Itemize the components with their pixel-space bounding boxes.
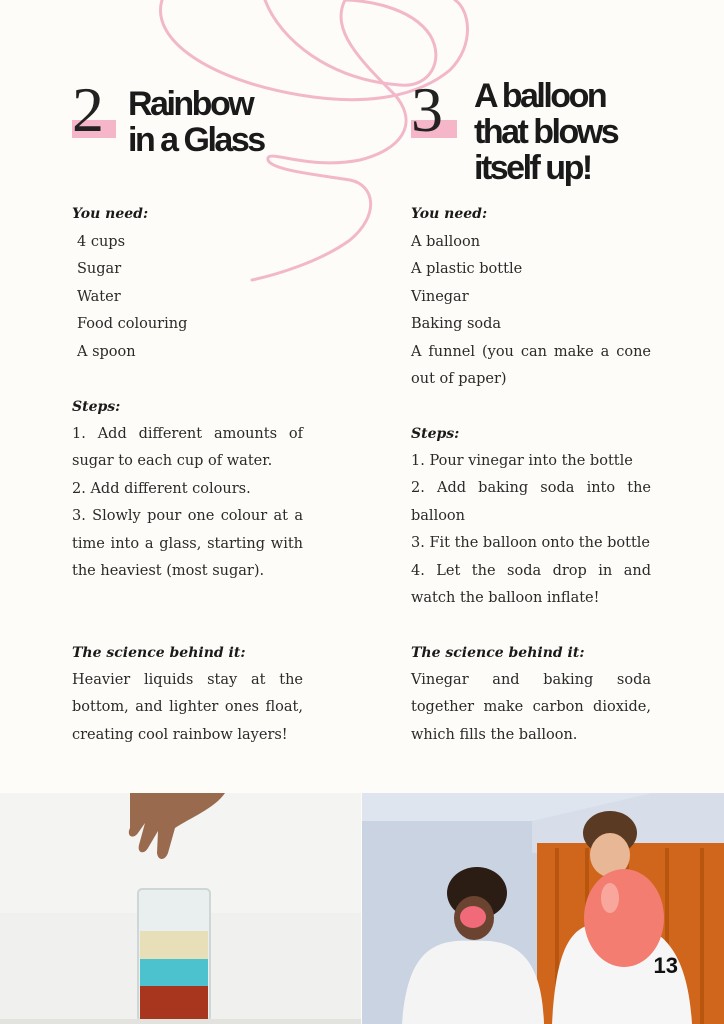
list-item: Food colouring (77, 316, 188, 333)
steps-list (411, 448, 651, 612)
step-item: 2. Add different colours. (72, 480, 251, 497)
step-item: 3. Slowly pour one colour at a time into a glass, starting with the heaviest (most sugar). (72, 508, 303, 580)
list-item: Vinegar (411, 288, 469, 305)
section-number: 3 (411, 74, 442, 145)
title-line: that blows (474, 113, 618, 151)
list-item: 4 cups (77, 234, 126, 250)
balloon-illustration (362, 793, 724, 1024)
balloon-kids-photo (362, 793, 724, 1024)
steps-label: Steps: (411, 426, 460, 442)
step-item: 4. Let the soda drop in and watch the balloon inflate! (411, 562, 651, 607)
science-label: The science behind it: (411, 645, 585, 661)
step-item: 1. Add different amounts of sugar to each cup of water. (72, 426, 303, 470)
section-number: 2 (72, 74, 103, 145)
you-need-label: You need: (411, 206, 488, 222)
title-line: itself up! (474, 149, 591, 187)
list-item: Water (77, 288, 121, 305)
science-text: Vinegar and baking soda together make carbon dioxide, which fills the balloon. (411, 672, 651, 743)
list-item: A balloon (411, 234, 481, 250)
title-line: Rainbow (128, 85, 253, 123)
title-line: in a Glass (128, 121, 264, 159)
science-text: Heavier liquids stay at the bottom, and lighter ones float, creating cool rainbow layers! (72, 672, 303, 743)
you-need-label: You need: (72, 206, 149, 222)
steps-list (72, 421, 303, 585)
list-item: Baking soda (411, 316, 502, 333)
step-item: 1. Pour vinegar into the bottle (411, 453, 633, 469)
glass-illustration (0, 793, 361, 1024)
section-title (474, 78, 617, 186)
section-title (128, 86, 264, 158)
science-label: The science behind it: (72, 645, 246, 661)
ingredients-list (77, 229, 307, 366)
list-item: A funnel (you can make a cone out of paper) (411, 343, 651, 388)
list-item: Sugar (77, 261, 122, 278)
step-item: 2. Add baking soda into the balloon (411, 480, 651, 524)
step-item: 3. Fit the balloon onto the bottle (411, 535, 651, 552)
rainbow-glass-photo (0, 793, 361, 1024)
materials-list (411, 229, 651, 393)
steps-label: Steps: (72, 399, 121, 415)
title-line: A balloon (474, 77, 606, 115)
list-item: A spoon (77, 343, 136, 360)
list-item: A plastic bottle (411, 261, 523, 278)
page-number: 13 (653, 953, 678, 978)
